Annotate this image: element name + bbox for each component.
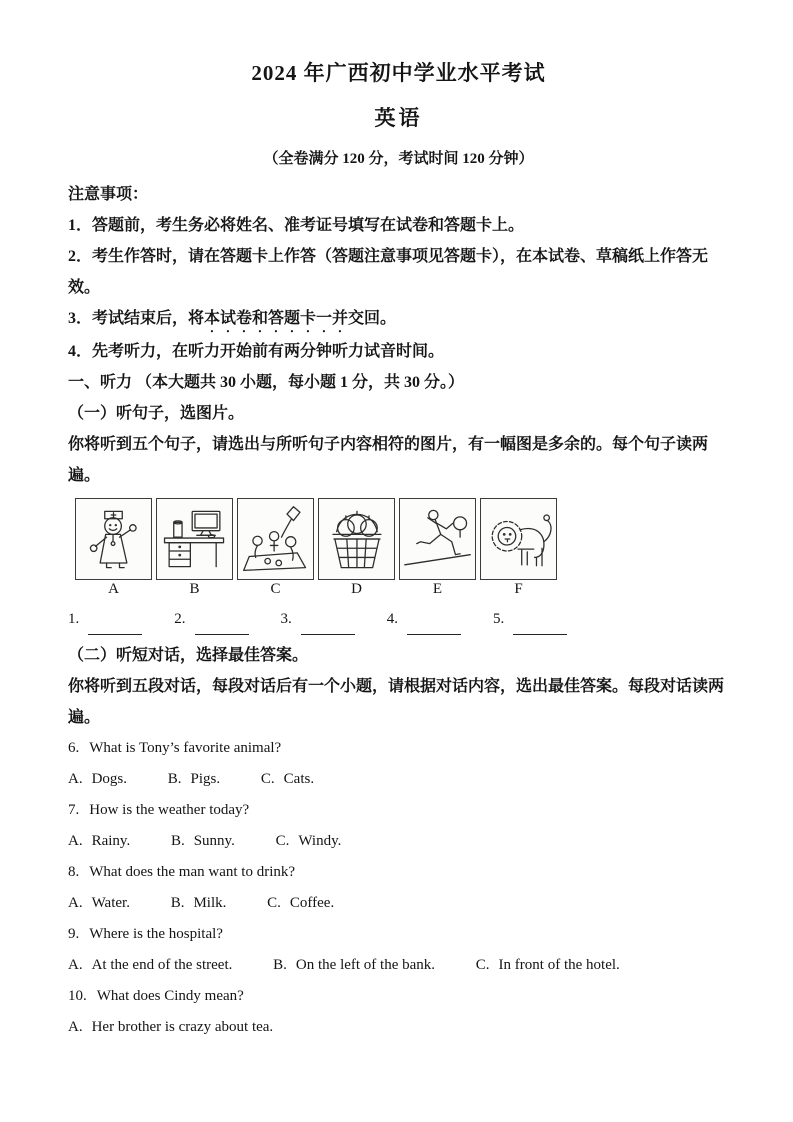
option-text: Dogs. — [91, 771, 128, 787]
picture-label-d: D — [351, 581, 362, 597]
question-8-option-c — [267, 888, 334, 919]
option-label: B. — [170, 833, 185, 849]
question-6-number: 6. — [68, 740, 80, 756]
picture-box-e — [399, 498, 476, 580]
subject-title: 英语 — [374, 106, 423, 130]
picture-label-f: F — [514, 581, 523, 597]
question-9-option-b — [273, 950, 435, 981]
blank-number-2: 2. — [174, 611, 186, 627]
picture-option-a — [75, 498, 152, 598]
picture-options-row — [75, 498, 729, 598]
option-text: Cats. — [283, 771, 315, 787]
option-label: C. — [275, 833, 290, 849]
option-text: Coffee. — [289, 895, 335, 911]
part2-heading: （二）听短对话，选择最佳答案。 — [68, 647, 309, 664]
question-10-options — [68, 1012, 729, 1043]
option-text: Water. — [91, 895, 130, 911]
section-listening-heading: 一、听力 （本大题共 30 小题，每小题 1 分，共 30 分。） — [68, 374, 465, 391]
option-label: C. — [260, 771, 275, 787]
blank-number-4: 4. — [386, 611, 398, 627]
computer-desk-illustration — [159, 501, 230, 577]
option-text: In front of the hotel. — [498, 957, 620, 973]
option-text: At the end of the street. — [91, 957, 233, 973]
nurse-illustration — [78, 501, 149, 577]
question-8 — [68, 857, 729, 888]
option-text: Rainy. — [91, 833, 131, 849]
blank-number-3: 3. — [280, 611, 292, 627]
picture-box-c — [237, 498, 314, 580]
part2-instructions: 你将听到五段对话，每段对话后有一个小题，请根据对话内容，选出最佳答案。每段对话读两遍。 — [68, 678, 725, 726]
answer-blank-1 — [68, 604, 142, 635]
question-8-option-b — [171, 888, 227, 919]
question-8-text: What does the man want to drink? — [89, 864, 296, 880]
option-label: A. — [68, 771, 83, 787]
picture-option-d — [318, 498, 395, 598]
picnic-illustration — [240, 501, 311, 577]
blank-line-2 — [195, 613, 249, 635]
picture-label-e: E — [432, 581, 443, 597]
blank-line-5 — [513, 613, 567, 635]
notice-item-3-emphasized: 本试卷和答题卡一并 — [204, 310, 349, 327]
notice-heading: 注意事项： — [68, 186, 149, 203]
question-7-number: 7. — [68, 802, 80, 818]
picture-option-e — [399, 498, 476, 598]
picture-label-a: A — [108, 581, 119, 597]
option-label: C. — [475, 957, 490, 973]
question-6-option-a — [68, 764, 127, 795]
question-9-option-a — [68, 950, 232, 981]
question-9-options — [68, 950, 729, 981]
question-8-number: 8. — [68, 864, 80, 880]
picture-box-d — [318, 498, 395, 580]
question-10-number: 10. — [68, 988, 87, 1004]
question-9 — [68, 919, 729, 950]
option-label: A. — [68, 957, 83, 973]
question-6 — [68, 733, 729, 764]
question-7-option-c — [276, 826, 342, 857]
answer-blanks-row — [68, 604, 729, 635]
option-label: A. — [68, 833, 83, 849]
running-man-illustration — [402, 501, 473, 577]
question-6-text: What is Tony’s favorite animal? — [89, 740, 282, 756]
answer-blank-2 — [174, 604, 248, 635]
notice-item-3-suffix: 交回。 — [348, 310, 397, 327]
picture-box-b — [156, 498, 233, 580]
option-label: B. — [167, 771, 182, 787]
exam-meta: （全卷满分 120 分，考试时间 120 分钟） — [263, 151, 534, 167]
question-8-option-a — [68, 888, 130, 919]
notice-item-3 — [68, 303, 729, 336]
option-label: A. — [68, 1019, 83, 1035]
question-7 — [68, 795, 729, 826]
question-7-text: How is the weather today? — [89, 802, 250, 818]
picture-option-f — [480, 498, 557, 598]
notice-item-1: 1．答题前，考生务必将姓名、准考证号填写在试卷和答题卡上。 — [68, 217, 525, 234]
question-9-text: Where is the hospital? — [89, 926, 223, 942]
option-text: Pigs. — [190, 771, 221, 787]
question-10-text: What does Cindy mean? — [96, 988, 244, 1004]
answer-blank-3 — [281, 604, 355, 635]
option-text: Milk. — [193, 895, 227, 911]
page-title: 2024 年广西初中学业水平考试 — [251, 61, 546, 85]
question-10-option-a — [68, 1012, 273, 1043]
blank-number-5: 5. — [493, 611, 505, 627]
answer-blank-5 — [493, 604, 567, 635]
question-6-option-c — [261, 764, 314, 795]
option-text: Windy. — [298, 833, 342, 849]
option-text: Her brother is crazy about tea. — [91, 1019, 274, 1035]
blank-number-1: 1. — [68, 611, 80, 627]
question-6-option-b — [168, 764, 220, 795]
question-9-number: 9. — [68, 926, 80, 942]
option-text: Sunny. — [193, 833, 235, 849]
option-label: C. — [267, 895, 281, 911]
picture-option-c — [237, 498, 314, 598]
notice-item-3-prefix: 3．考试结束后，将 — [68, 310, 205, 327]
question-7-options — [68, 826, 729, 857]
question-7-option-a — [68, 826, 130, 857]
picture-label-c: C — [270, 581, 281, 597]
picture-label-b: B — [189, 581, 200, 597]
notice-item-4: 4．先考听力，在听力开始前有两分钟听力试音时间。 — [68, 343, 445, 360]
answer-blank-4 — [387, 604, 461, 635]
lion-illustration — [483, 501, 554, 577]
question-9-option-c — [476, 950, 620, 981]
part1-instructions: 你将听到五个句子，请选出与所听句子内容相符的图片，有一幅图是多余的。每个句子读两遍。 — [68, 436, 709, 484]
option-label: A. — [68, 895, 83, 911]
picture-option-b — [156, 498, 233, 598]
option-label: B. — [170, 895, 185, 911]
blank-line-1 — [88, 613, 142, 635]
blank-line-4 — [407, 613, 461, 635]
apple-basket-illustration — [321, 501, 392, 577]
notice-item-2: 2．考生作答时，请在答题卡上作答（答题注意事项见答题卡），在本试卷、草稿纸上作答无效。 — [68, 248, 709, 296]
option-text: On the left of the bank. — [295, 957, 436, 973]
question-6-options — [68, 764, 729, 795]
picture-box-f — [480, 498, 557, 580]
part1-heading: （一）听句子，选图片。 — [68, 405, 245, 422]
question-8-options — [68, 888, 729, 919]
notice-section — [68, 179, 729, 367]
question-7-option-b — [171, 826, 235, 857]
question-10 — [68, 981, 729, 1012]
option-label: B. — [273, 957, 287, 973]
picture-box-a — [75, 498, 152, 580]
blank-line-3 — [301, 613, 355, 635]
